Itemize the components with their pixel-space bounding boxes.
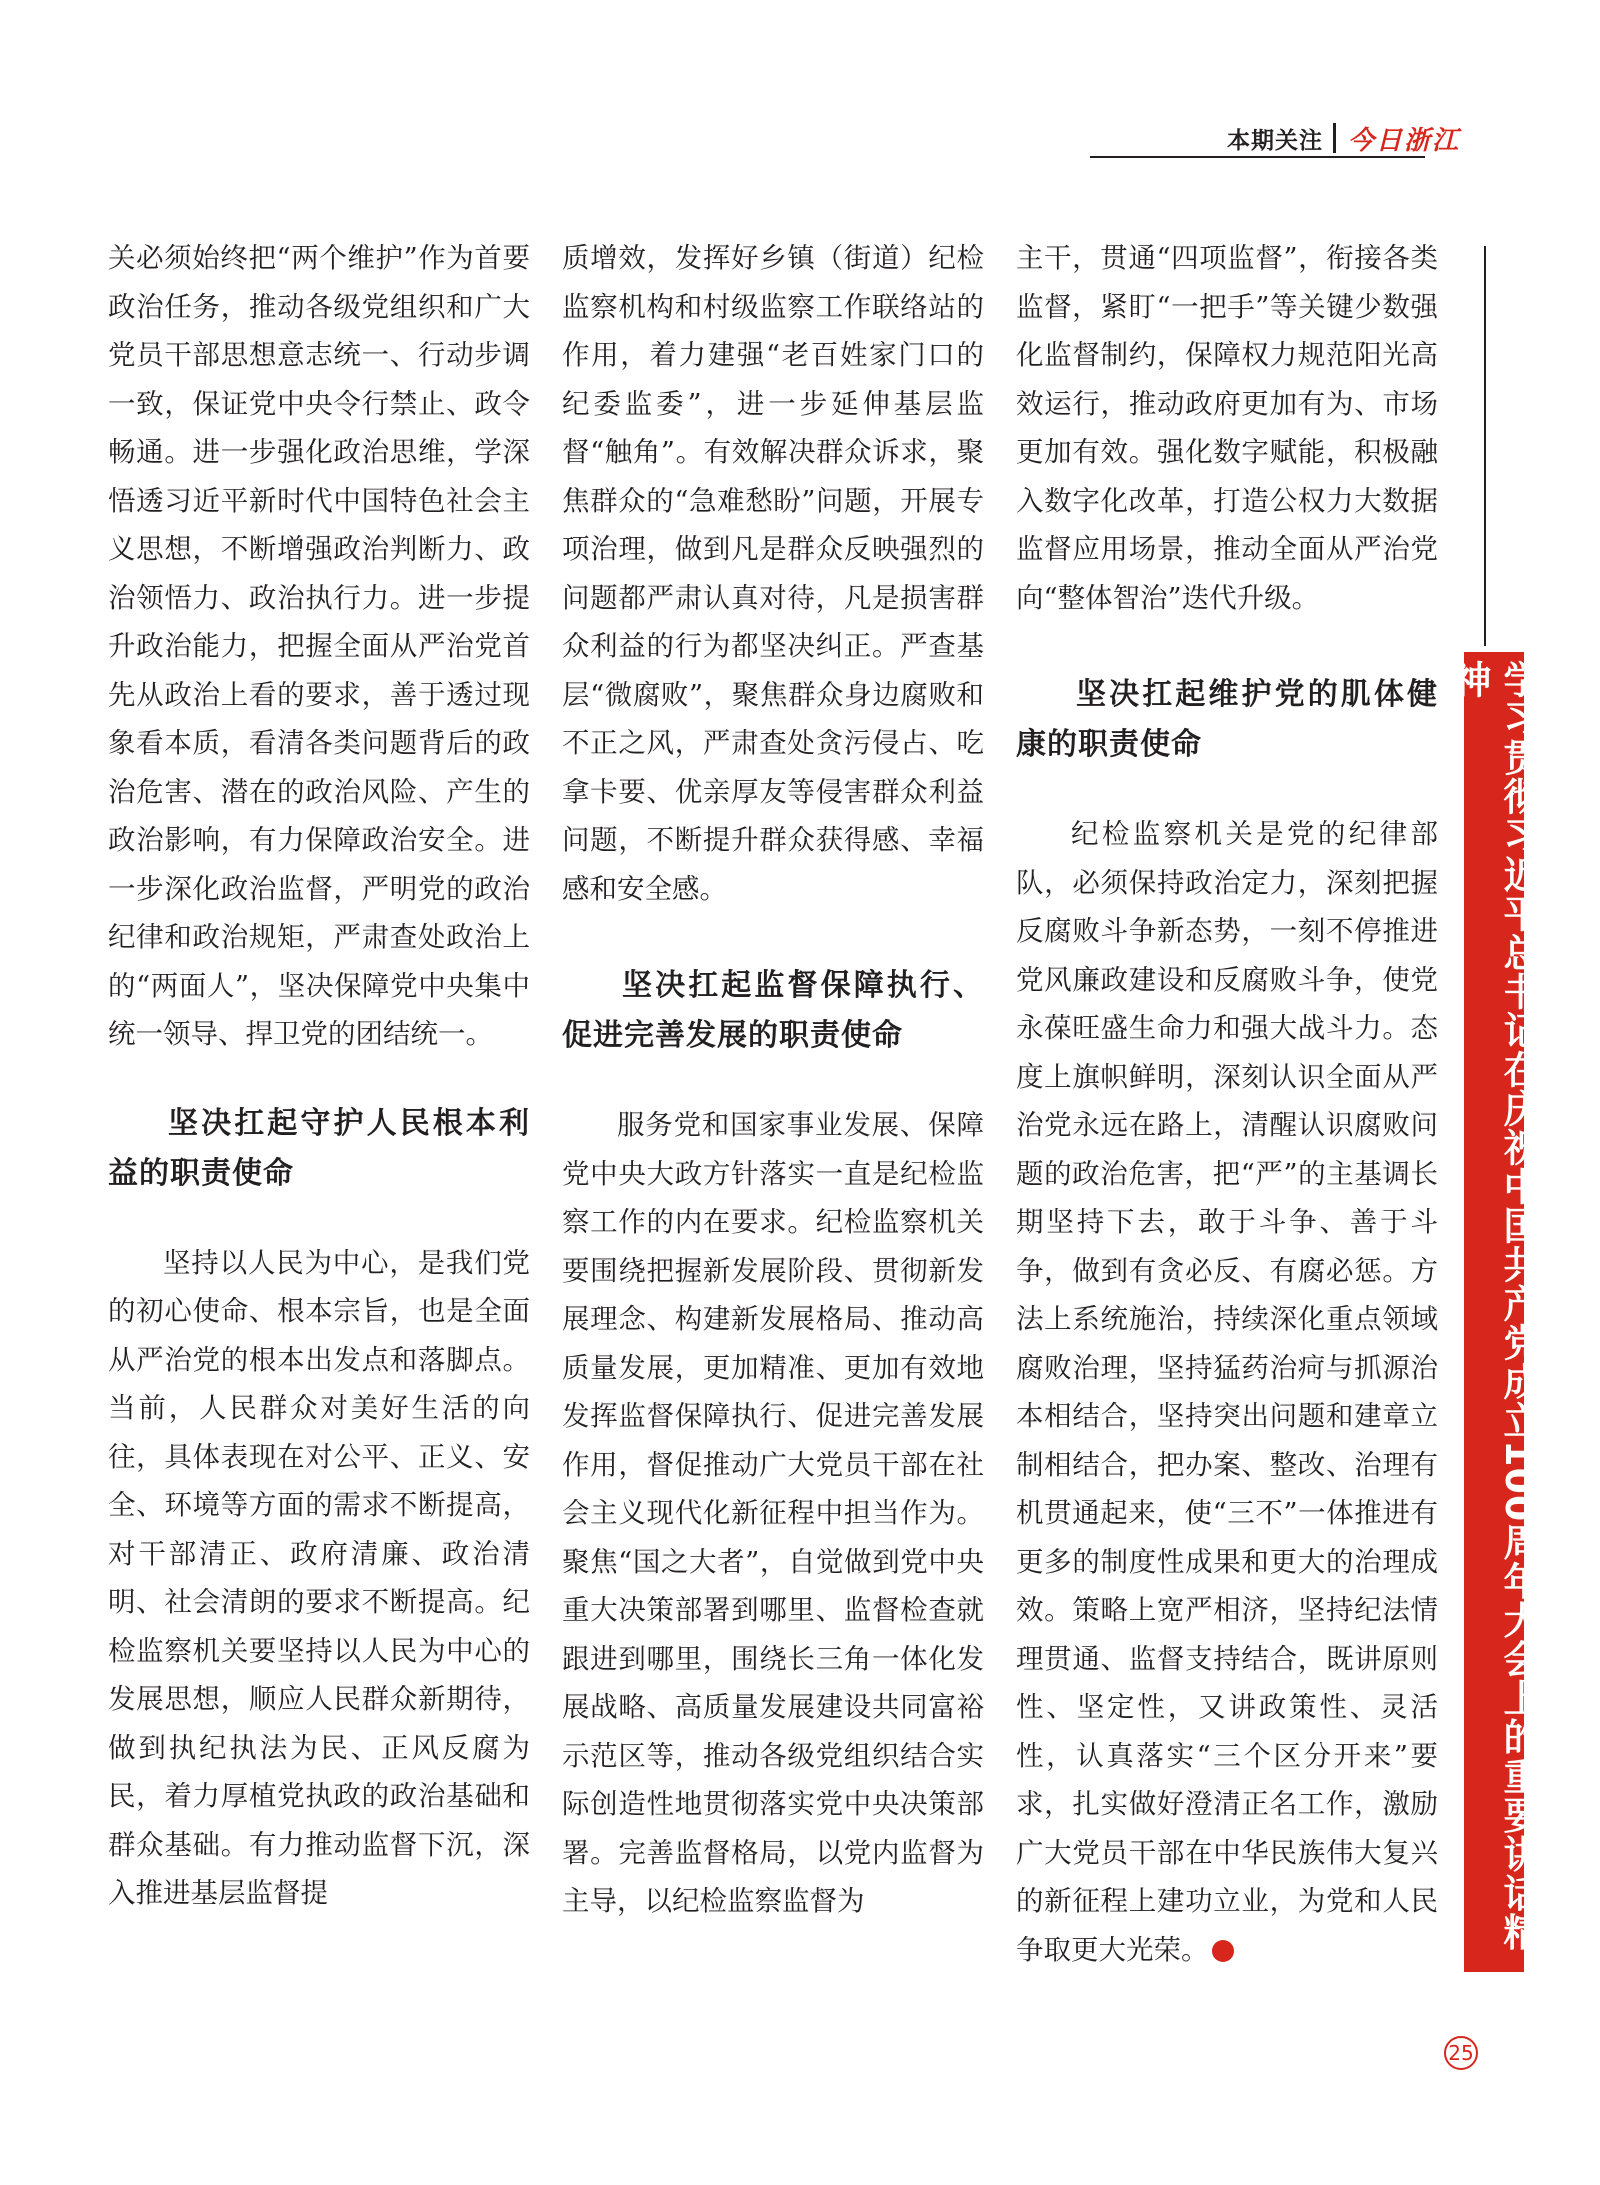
article-column-3 (1016, 234, 1438, 1974)
section-label: 本期关注 (1226, 127, 1323, 154)
paragraph: 关必须始终把“两个维护”作为首要政治任务，推动各级党组织和广大党员干部思想意志统一、行动步调一致，保证党中央令行禁止、政令畅通。进一步强化政治思维，学深悟透习近平新时代中国特色社会主义思想，不断增强政治判断力、政治领悟力、政治执行力。进一步提升政治能力，把握全面从严治党首先从政治上看的要求，善于透过现象看本质，看清各类问题背后的政治危害、潜在的政治风险、产生的政治影响，有力保障政治安全。进一步深化政治监督，严明党的政治纪律和政治规矩，严肃查处政治上的“两面人”，坚决保障党中央集中统一领导、捍卫党的团结统一。 (108, 242, 530, 1050)
page-header (1090, 118, 1460, 158)
topic-banner (1447, 652, 1541, 1972)
paragraph-text: 纪检监察机关是党的纪律部队，必须保持政治定力，深刻把握反腐败斗争新态势，一刻不停推进党风廉政建设和反腐败斗争，使党永葆旺盛生命力和强大战斗力。态度上旗帜鲜明，深刻认识全面从严治党永远在路上，清醒认识腐败问题的政治危害，把“严”的主基调长期坚持下去，敢于斗争、善于斗争，做到有贪必反、有腐必惩。方法上系统施治，持续深化重点领域腐败治理，坚持猛药治疴与抓源治本相结合，坚持突出问题和建章立制相结合，把办案、整改、治理有机贯通起来，使“三不”一体推进有更多的制度性成果和更大的治理成效。策略上宽严相济，坚持纪法情理贯通、监督支持结合，既讲原则性、坚定性，又讲政策性、灵活性，认真落实“三个区分开来”要求，扎实做好澄清正名工作，激励广大党员干部在中华民族伟大复兴的新征程上建功立业，为党和人民争取更大光荣。 (1016, 818, 1438, 1966)
column-rule (1484, 246, 1486, 646)
header-divider (1333, 123, 1336, 153)
page-number: 25 (1444, 2036, 1478, 2070)
article-column-2 (562, 234, 984, 1926)
header-rule (1090, 156, 1425, 158)
article-end-icon: 今 (1212, 1940, 1234, 1962)
paragraph: 服务党和国家事业发展、保障党中央大政方针落实一直是纪检监察工作的内在要求。纪检监察机关要围绕把握新发展阶段、贯彻新发展理念、构建新发展格局、推动高质量发展，更加精准、更加有效地发挥监督保障执行、促进完善发展作用，督促推动广大党员干部在社会主义现代化新征程中担当作为。聚焦“国之大者”，自觉做到党中央重大决策部署到哪里、监督检查就跟进到哪里，围绕长三角一体化发展战略、高质量发展建设共同富裕示范区等，推动各级党组织结合实际创造性地贯彻落实党中央决策部署。完善监督格局，以党内监督为主导，以纪检监察监督为 (562, 1109, 984, 1917)
article-column-1 (108, 234, 530, 1918)
topic-banner-text: 学习贯彻习近平总书记在庆祝中国共产党成立100周年大会上的重要讲话精神 (1447, 660, 1541, 1952)
paragraph: 质增效，发挥好乡镇（街道）纪检监察机构和村级监察工作联络站的作用，着力建强“老百姓家门口的纪委监委”，进一步延伸基层监督“触角”。有效解决群众诉求，聚焦群众的“急难愁盼”问题，开展专项治理，做到凡是群众反映强烈的问题都严肃认真对待，凡是损害群众利益的行为都坚决纠正。严查基层“微腐败”，聚焦群众身边腐败和不正之风，严肃查处贪污侵占、吃拿卡要、优亲厚友等侵害群众利益问题，不断提升群众获得感、幸福感和安全感。 (562, 242, 984, 905)
section-heading: 坚决扛起维护党的肌体健康的职责使命 (1016, 677, 1438, 762)
paragraph: 主干，贯通“四项监督”，衔接各类监督，紧盯“一把手”等关键少数强化监督制约，保障权力规范阳光高效运行，推动政府更加有为、市场更加有效。强化数字赋能，积极融入数字化改革，打造公权力大数据监督应用场景，推动全面从严治党向“整体智治”迭代升级。 (1016, 242, 1438, 614)
section-heading: 坚决扛起守护人民根本利益的职责使命 (108, 1105, 530, 1191)
section-heading: 坚决扛起监督保障执行、促进完善发展的职责使命 (562, 968, 984, 1053)
paragraph (1016, 810, 1438, 1974)
magazine-logo: 今日浙江 (1347, 125, 1460, 156)
paragraph: 坚持以人民为中心，是我们党的初心使命、根本宗旨，也是全面从严治党的根本出发点和落脚点。当前，人民群众对美好生活的向往，具体表现在对公平、正义、安全、环境等方面的需求不断提高，对干部清正、政府清廉、政治清明、社会清朗的要求不断提高。纪检监察机关要坚持以人民为中心的发展思想，顺应人民群众新期待，做到执纪执法为民、正风反腐为民，着力厚植党执政的政治基础和群众基础。有力推动监督下沉，深入推进基层监督提 (108, 1246, 530, 1909)
